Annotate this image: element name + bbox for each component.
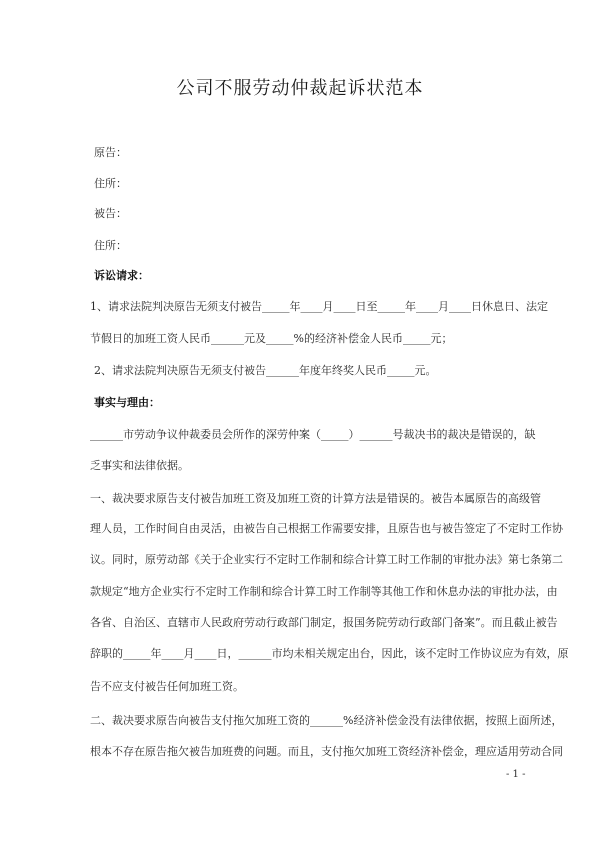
facts-paragraph-2-line: 款规定“地方企业实行不定时工作制和综合计算工时工作制等其他工作和休息办法的审批办法，由: [90, 585, 558, 598]
facts-paragraph-2-line: 议。同时，原劳动部《关于企业实行不定时工作制和综合计算工时工作制的审批办法》第七条第二: [90, 553, 563, 566]
facts-paragraph-2-line: 辞职的_____年____月____日，______市均未相关规定出台，因此，该不定时工作协议应为有效，原: [90, 647, 569, 660]
claim-item-1-line-2: 节假日的加班工资人民币______元及_____%的经济补偿金人民币_____元；: [90, 332, 453, 345]
facts-paragraph-1-line-2: 乏事实和法律依据。: [90, 459, 189, 472]
facts-paragraph-3-line: 二、裁决要求原告向被告支付拖欠加班工资的______%经济补偿金没有法律依据，按照上面所述，: [90, 714, 563, 727]
facts-paragraph-2-line: 告不应支付被告任何加班工资。: [90, 680, 244, 693]
plaintiff-address-label: 住所：: [94, 177, 127, 190]
page-number: - 1 -: [506, 769, 526, 780]
claim-item-1-line-1: 1、请求法院判决原告无须支付被告_____年____月____日至_____年____月____日休息日、法定: [90, 300, 548, 313]
facts-paragraph-2-line: 理人员，工作时间自由灵活，由被告自己根据工作需要安排，且原告也与被告签定了不定时工作协: [90, 522, 563, 535]
facts-paragraph-3-line: 根本不存在原告拖欠被告加班费的问题。而且，支付拖欠加班工资经济补偿金，理应适用劳动合同: [90, 745, 563, 758]
facts-paragraph-1-line-1: ______市劳动争议仲裁委员会所作的深劳仲案（_____）______号裁决书的裁决是错误的，缺: [90, 428, 536, 441]
claim-item-2: 2、请求法院判决原告无须支付被告______年度年终奖人民币_____元。: [94, 364, 437, 377]
facts-heading: 事实与理由：: [94, 396, 160, 409]
facts-paragraph-2-line: 一、裁决要求原告支付被告加班工资及加班工资的计算方法是错误的。被告本属原告的高级管: [90, 492, 541, 505]
claims-heading: 诉讼请求：: [94, 269, 149, 282]
facts-paragraph-2-line: 各省、自治区、直辖市人民政府劳动行政部门制定，报国务院劳动行政部门备案”。而且截止被告: [90, 616, 558, 629]
document-title: 公司不服劳动仲裁起诉状范本: [176, 78, 424, 99]
defendant-label: 被告：: [94, 207, 127, 220]
defendant-address-label: 住所：: [94, 239, 127, 252]
plaintiff-label: 原告：: [94, 146, 127, 159]
